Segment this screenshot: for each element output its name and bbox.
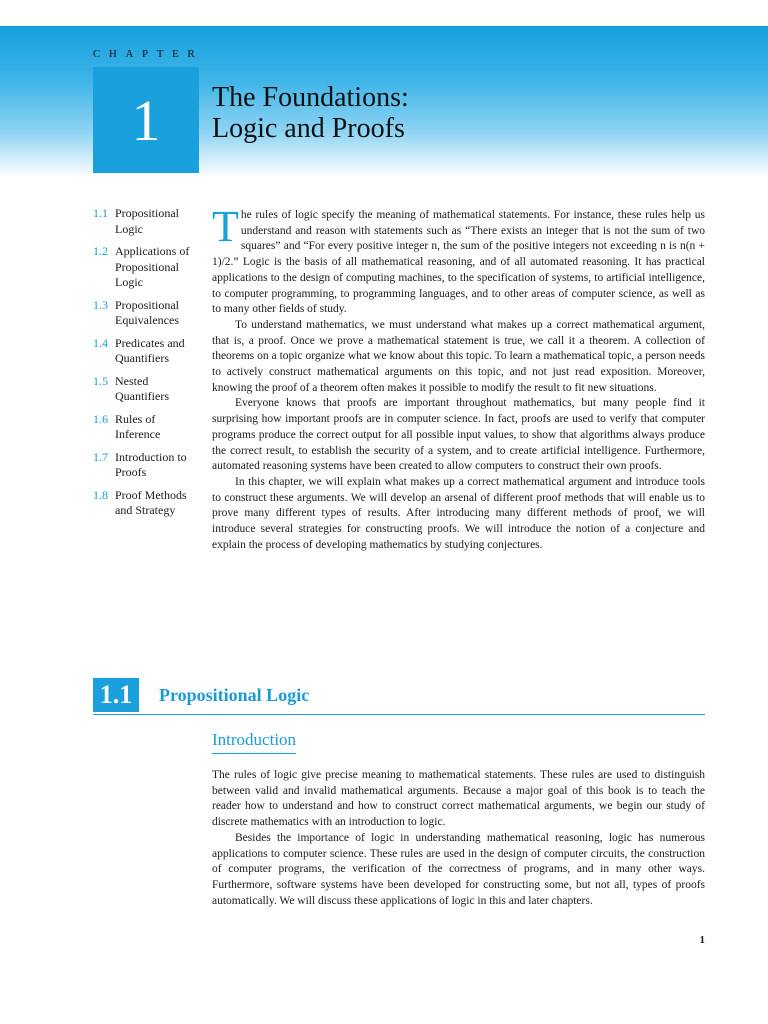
section-paragraph-2: Besides the importance of logic in understanding mathematical reasoning, logic has numerous applications to computer science. These rules are used in the design of computer circuits, the construction of computer programs, the verification of the correctness of programs, and in many other ways. Furthermore, software systems have been developed for constructing some, but not all, types of proofs automatically. We will discuss these applications of logic in this and later chapters. [212, 831, 705, 907]
toc-item[interactable] [93, 298, 203, 329]
toc-item-number: 1.7 [93, 449, 108, 464]
toc-item[interactable] [93, 488, 203, 519]
section-title: Propositional Logic [159, 685, 310, 705]
subsection-heading: Introduction [212, 730, 296, 754]
page-number: 1 [699, 934, 705, 946]
chapter-title [212, 82, 409, 144]
toc-item-number: 1.6 [93, 411, 108, 426]
chapter-title-line-2: Logic and Proofs [212, 113, 405, 144]
toc-item[interactable] [93, 336, 203, 367]
toc-item[interactable] [93, 206, 203, 237]
toc-item-number: 1.8 [93, 487, 108, 502]
toc-item-label: Propositional Logic [115, 206, 180, 236]
drop-cap: T [212, 202, 239, 251]
toc-item[interactable] [93, 412, 203, 443]
toc-item-label: Rules of Inference [115, 411, 161, 441]
chapter-label: CHAPTER [93, 48, 204, 60]
toc-item-number: 1.3 [93, 297, 108, 312]
toc-item[interactable] [93, 450, 203, 481]
intro-paragraph-1-text: he rules of logic specify the meaning of mathematical statements. For instance, these rules help us understand and reason with statements such as “There exists an integer that is not the sum of two squares” and “For every positive integer n, the sum of the positive integers not exceeding n is n(n + 1)/2.” Logic is the basis of all mathematical reasoning, and of all automated reasoning. It has practical applications to the design of computing machines, to the specification of systems, to artificial intelligence, to computer programming, to programming languages, and to other areas of computer science, as well as to many other fields of study. [212, 209, 705, 316]
chapter-contents [93, 206, 203, 526]
chapter-number: 1 [131, 87, 161, 153]
toc-item-number: 1.1 [93, 206, 108, 220]
chapter-number-box [93, 67, 199, 173]
chapter-intro [212, 202, 705, 553]
toc-item-label: Nested Quantifiers [115, 373, 169, 403]
toc-item-number: 1.4 [93, 335, 108, 350]
intro-paragraph-4: In this chapter, we will explain what makes up a correct mathematical argument and introduce tools to construct these arguments. We will develop an arsenal of different proof methods that will enable us to prove many different types of results. After introducing many different methods of proof, we will introduce several strategies for constructing proofs. We will introduce the notion of a conjecture and explain the process of developing mathematics by studying conjectures. [212, 475, 705, 551]
toc-item[interactable] [93, 244, 203, 291]
toc-item-label: Proof Methods and Strategy [115, 487, 187, 517]
toc-item-label: Predicates and Quantifiers [115, 335, 185, 365]
section-number: 1.1 [93, 678, 139, 712]
section-heading [93, 678, 705, 715]
toc-item-number: 1.2 [93, 244, 108, 258]
toc-item-number: 1.5 [93, 373, 108, 388]
toc-item[interactable] [93, 374, 203, 405]
toc-item-label: Propositional Equivalences [115, 297, 180, 327]
section-body [212, 768, 705, 909]
section-paragraph-1: The rules of logic give precise meaning to mathematical statements. These rules are used to distinguish between valid and invalid mathematical arguments. Because a major goal of this book is to teach the reader how to understand and how to construct correct mathematical arguments, we begin our study of discrete mathematics with an introduction to logic. [212, 769, 705, 829]
intro-paragraph-1 [212, 202, 705, 318]
intro-paragraph-3: Everyone knows that proofs are important throughout mathematics, but many people find it surprising how important proofs are in computer science. In fact, proofs are used to verify that computer programs produce the correct output for all possible input values, to show that algorithms always produce the correct result, to establish the security of a system, and to create artificial intelligence. Furthermore, automated reasoning systems have been created to allow computers to construct their own proofs. [212, 397, 705, 473]
chapter-title-line-1: The Foundations: [212, 82, 409, 113]
toc-item-label: Applications of Propositional Logic [115, 244, 190, 289]
intro-paragraph-2: To understand mathematics, we must understand what makes up a correct mathematical argument, that is, a proof. Once we prove a mathematical statement is true, we call it a theorem. A collection of theorems on a topic organize what we know about this topic. To learn a mathematical topic, a person needs to actively construct mathematical arguments on this topic, and not just read exposition. Moreover, knowing the proof of a theorem often makes it possible to modify the result to fit new situations. [212, 318, 705, 394]
toc-item-label: Introduction to Proofs [115, 449, 187, 479]
